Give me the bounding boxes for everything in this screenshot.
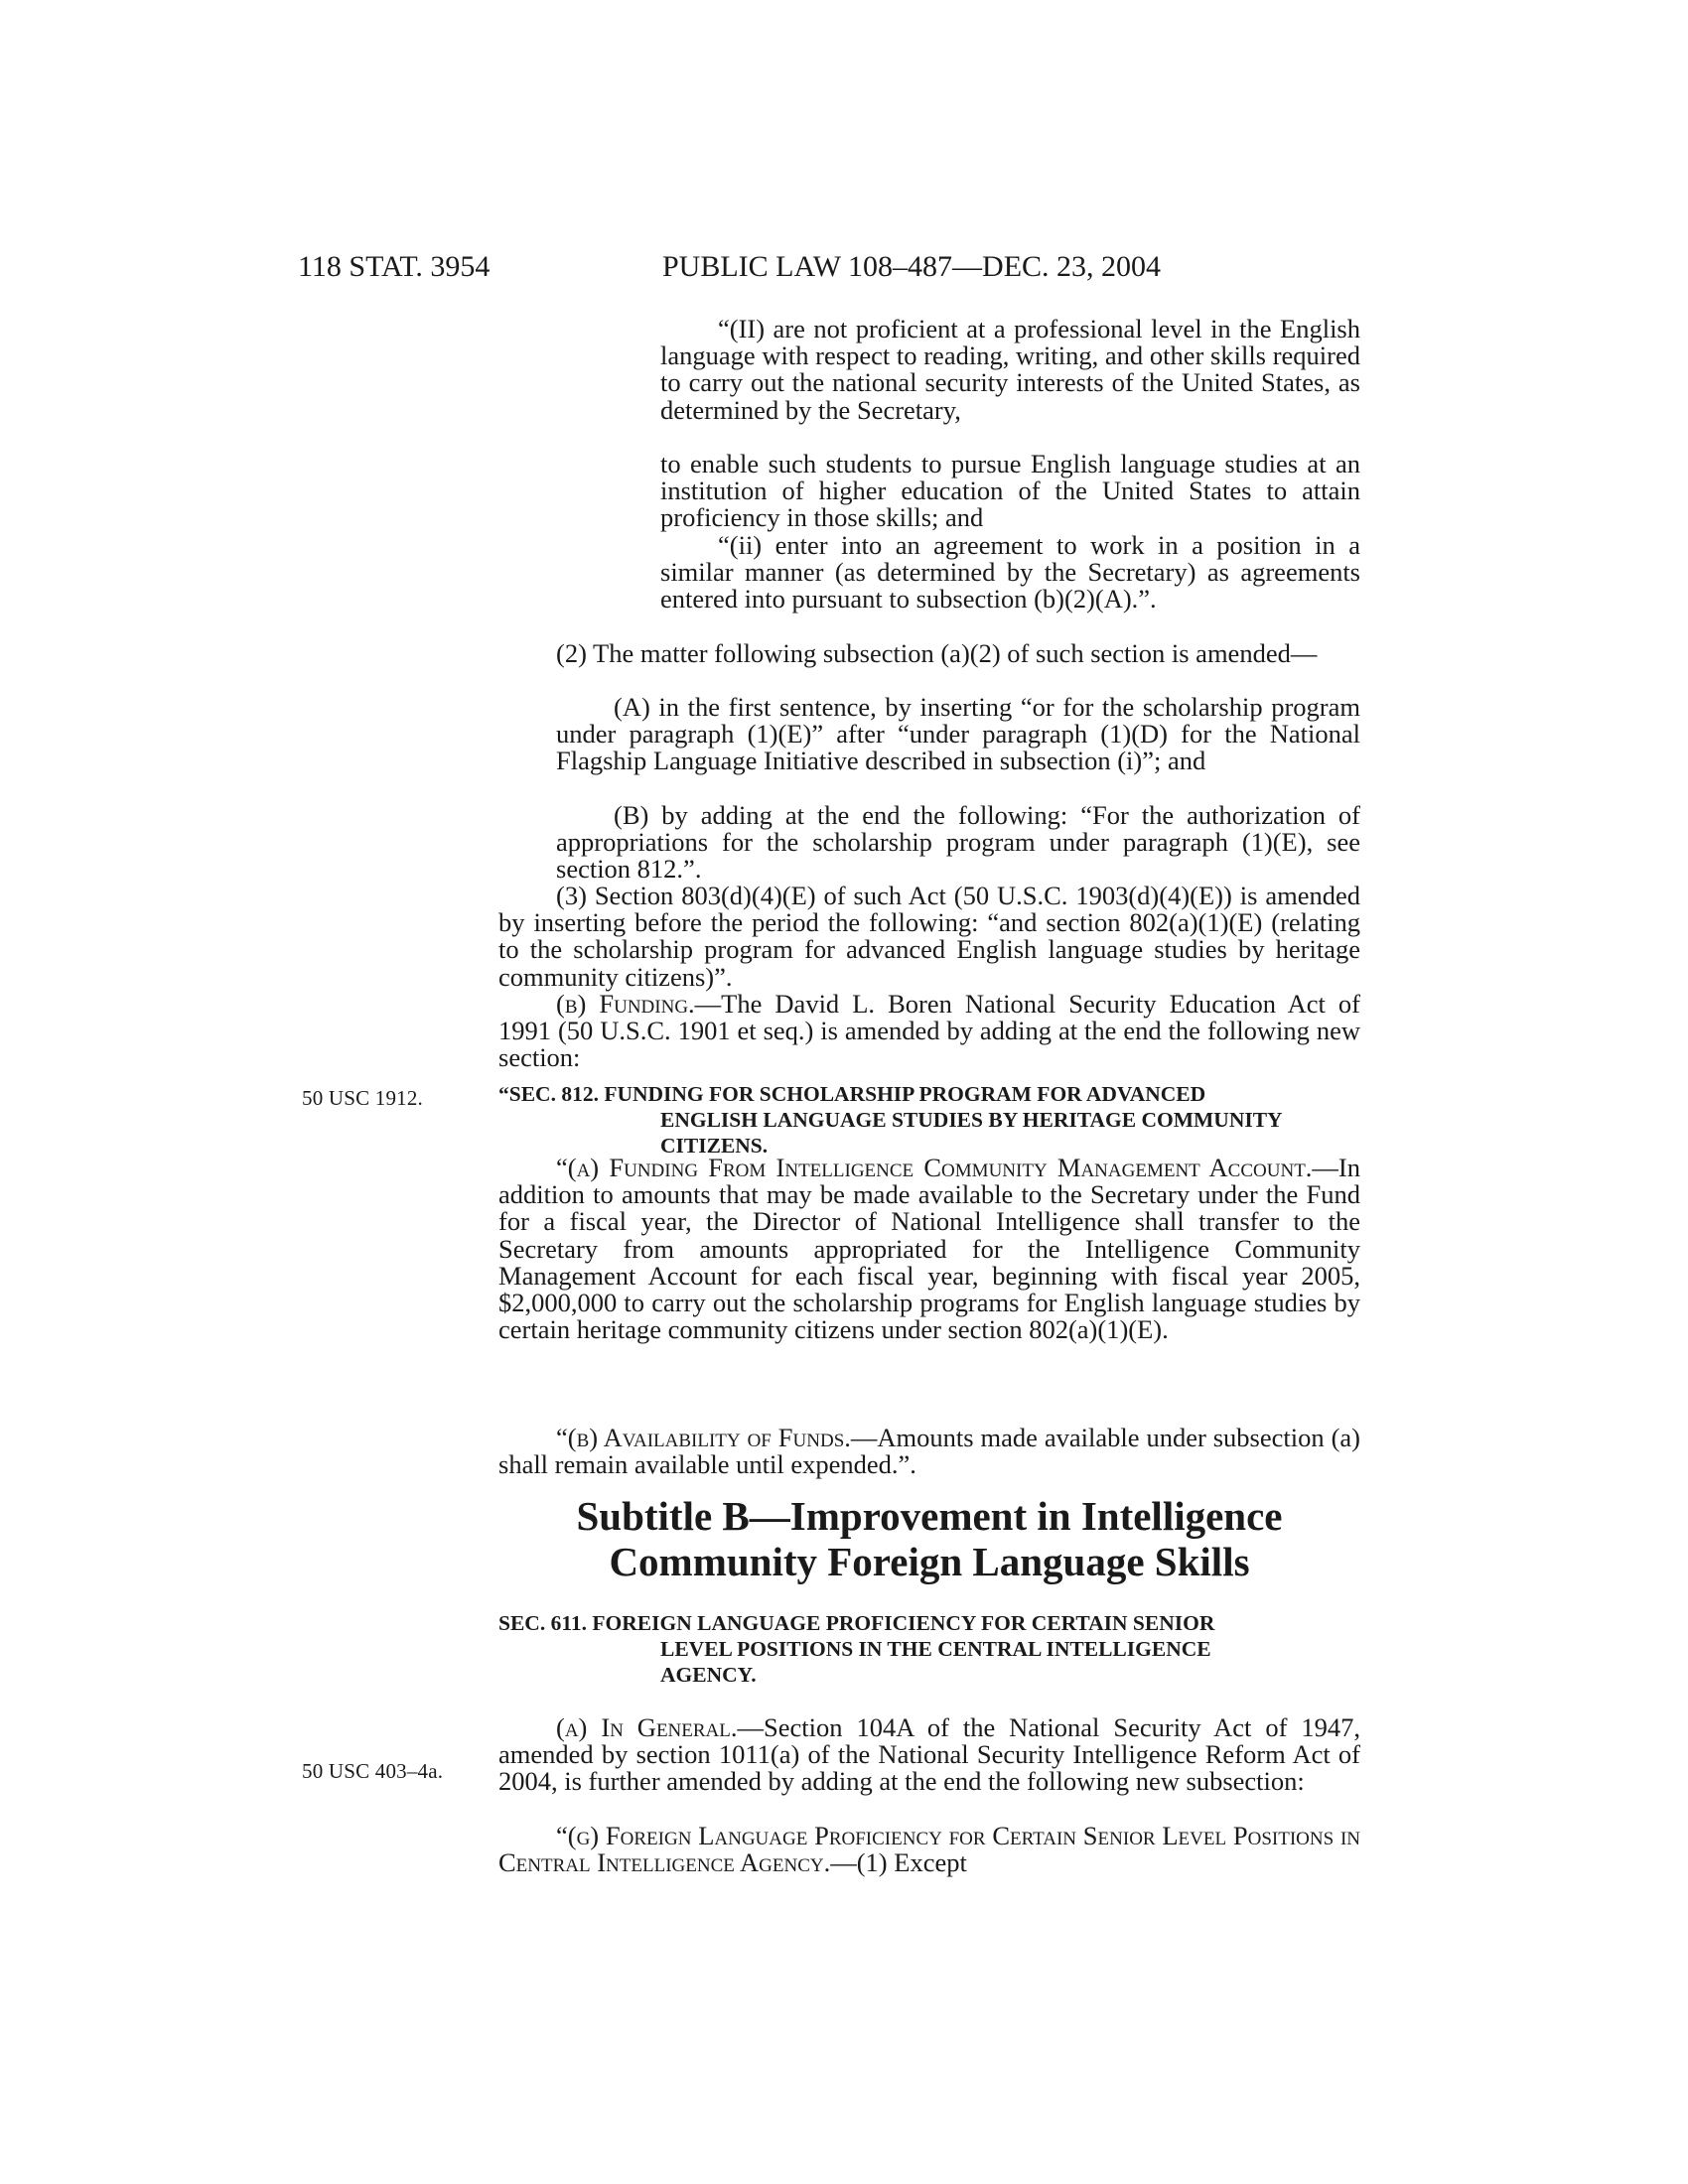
- subsection-a-heading: “(a) Funding From Intelligence Community Management Account.: [556, 1153, 1313, 1182]
- funding-text: —The David L. Boren National Security Education Act of 1991 (50 U.S.C. 1901 et seq.) is amended by adding at the end the following new section:: [498, 989, 1360, 1073]
- subsection-a-funding: [498, 1155, 1360, 1343]
- subsection-a-text: —In addition to amounts that may be made available to the Secretary under the Fund for a fiscal year, the Director of National Intelligence shall transfer to the Secretary from amounts appropriated for the Intelligence Community Management Account for each fiscal year, beginning with fiscal year 2005, $2,000,000 to carry out the scholarship programs for English language studies by certain heritage community citizens under section 802(a)(1)(E).: [498, 1153, 1360, 1345]
- margin-note-50-usc-403-4a: 50 USC 403–4a.: [302, 1759, 444, 1783]
- paragraph-2: (2) The matter following subsection (a)(2) of such section is amended—: [556, 638, 1318, 668]
- subtitle-heading: Subtitle B—Improvement in Intelligence Community Foreign Language Skills: [576, 1493, 1283, 1584]
- running-head: [0, 250, 1688, 290]
- subsection-b-availability: [498, 1425, 1360, 1478]
- subsection-g: [498, 1823, 1360, 1876]
- section-812-heading: “SEC. 812. FUNDING FOR SCHOLARSHIP PROGRAM FOR ADVANCED ENGLISH LANGUAGE STUDIES BY HERITAGE COMMUNITY CITIZENS.: [498, 1082, 1283, 1158]
- in-general-text: —Section 104A of the National Security Act of 1947, amended by section 1011(a) of the National Security Intelligence Reform Act of 2004, is further amended by adding at the end the following new subsection:: [498, 1712, 1360, 1797]
- subsection-b-heading: “(b) Availability of Funds.: [556, 1423, 851, 1452]
- paragraph-2B: (B) by adding at the end the following: “For the authorization of appropriations for the scholarship program under paragraph (1)(E), see section 812.”.: [556, 800, 1360, 885]
- statute-page-number: 118 STAT. 3954: [298, 250, 491, 283]
- funding-heading: (b) Funding.: [556, 989, 695, 1019]
- paragraph-2A: (A) in the first sentence, by inserting “or for the scholarship program under paragraph (1)(E)” after “under paragraph (1)(D) for the National Flagship Language Initiative described in subsection (i)”; and: [556, 692, 1360, 776]
- subsection-g-heading: “(g) Foreign Language Proficiency for Certain Senior Level Positions in Central Intelligence Agency.: [498, 1821, 1360, 1878]
- subsection-a-in-general: [498, 1714, 1360, 1796]
- margin-note-50-usc-1912: 50 USC 1912.: [302, 1086, 424, 1110]
- paragraph-3: (3) Section 803(d)(4)(E) of such Act (50 U.S.C. 1903(d)(4)(E)) is amended by inserting before the period the following: “and section 802(a)(1)(E) (relating to the scholarship program for advanced English language studies by heritage community citizens)”.: [498, 881, 1360, 992]
- in-general-heading: (a) In General.: [556, 1712, 738, 1742]
- subsection-g-text: —(1) Except: [830, 1847, 967, 1878]
- to-enable-paragraph: to enable such students to pursue English language studies at an institution of higher education of the United States to attain proficiency in those skills; and: [660, 449, 1360, 533]
- subsection-b-text: —Amounts made available under subsection (a) shall remain available until expended.”.: [498, 1423, 1360, 1480]
- clause-ii-enter: “(ii) enter into an agreement to work in a position in a similar manner (as determined by the Secretary) as agreements entered into pursuant to subsection (b)(2)(A).”.: [660, 530, 1360, 614]
- clause-II: “(II) are not proficient at a professional level in the English language with respect to reading, writing, and other skills required to carry out the national security interests of the United States, as determined by the Secretary,: [660, 314, 1360, 425]
- public-law-title: PUBLIC LAW 108–487—DEC. 23, 2004: [662, 250, 1162, 283]
- section-611-heading: SEC. 611. FOREIGN LANGUAGE PROFICIENCY FOR CERTAIN SENIOR LEVEL POSITIONS IN THE CENTRAL INTELLIGENCE AGENCY.: [498, 1611, 1215, 1687]
- paragraph-b-funding: [498, 991, 1360, 1072]
